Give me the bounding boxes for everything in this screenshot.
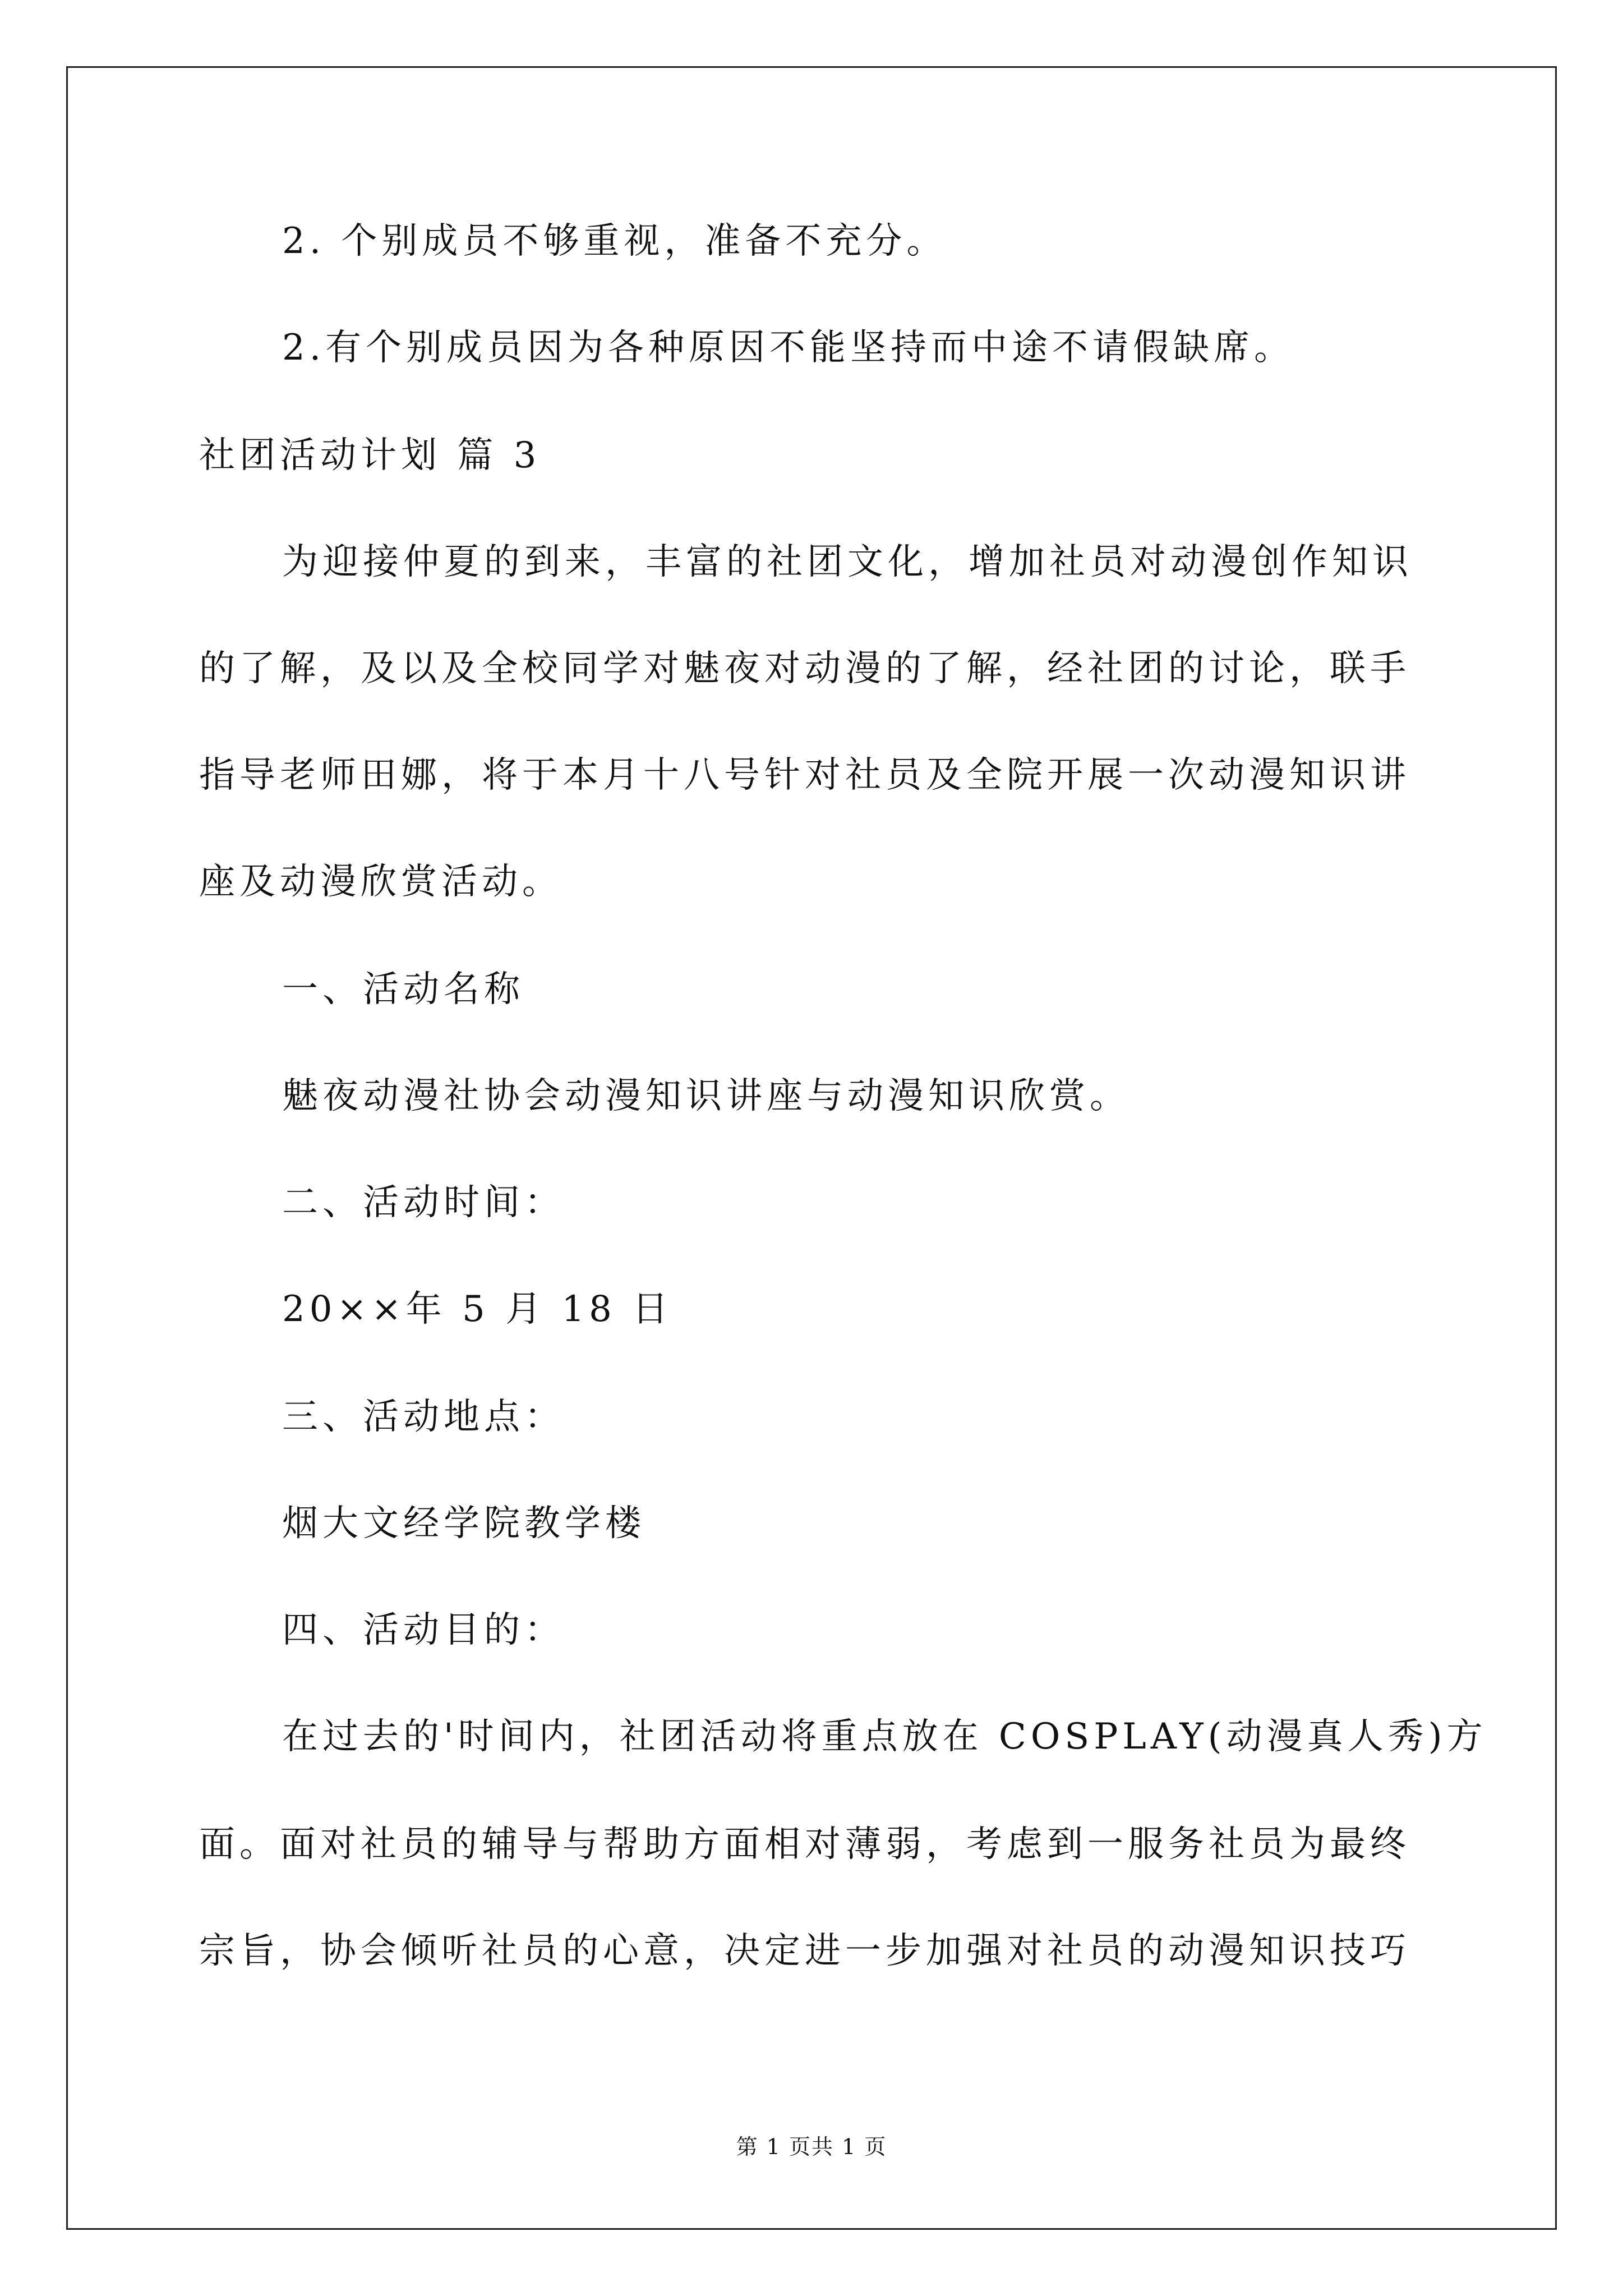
page-number: 第 1 页 (736, 2134, 811, 2159)
section-heading: 社团活动计划 篇 3 (199, 435, 541, 476)
paragraph-line: 2. 个别成员不够重视，准备不充分。 (282, 220, 947, 262)
paragraph-line: 指导老师田娜，将于本月十八号针对社员及全院开展一次动漫知识讲 (199, 754, 1410, 796)
page-footer (0, 2133, 1623, 2160)
subheading: 三、活动地点： (282, 1396, 565, 1438)
subheading: 四、活动目的： (282, 1609, 565, 1651)
subheading: 一、活动名称 (282, 969, 524, 1010)
paragraph-line: 面。面对社员的辅导与帮助方面相对薄弱，考虑到一服务社员为最终 (199, 1824, 1410, 1865)
paragraph-line: 20××年 5 月 18 日 (282, 1289, 673, 1330)
paragraph-line: 在过去的'时间内，社团活动将重点放在 COSPLAY(动漫真人秀)方 (282, 1716, 1487, 1757)
paragraph-line: 宗旨，协会倾听社员的心意，决定进一步加强对社员的动漫知识技巧 (199, 1930, 1410, 1972)
paragraph-line: 魅夜动漫社协会动漫知识讲座与动漫知识欣赏。 (282, 1075, 1130, 1117)
paragraph-line: 2.有个别成员因为各种原因不能坚持而中途不请假缺席。 (282, 327, 1295, 369)
paragraph-line: 烟大文经学院教学楼 (282, 1503, 645, 1544)
page-border (66, 66, 1557, 2230)
paragraph-line: 为迎接仲夏的到来，丰富的社团文化，增加社员对动漫创作知识 (282, 541, 1413, 583)
subheading: 二、活动时间： (282, 1182, 565, 1223)
page-total: 共 1 页 (811, 2134, 887, 2159)
paragraph-line: 的了解，及以及全校同学对魅夜对动漫的了解，经社团的讨论，联手 (199, 648, 1410, 689)
paragraph-line: 座及动漫欣赏活动。 (199, 861, 562, 903)
